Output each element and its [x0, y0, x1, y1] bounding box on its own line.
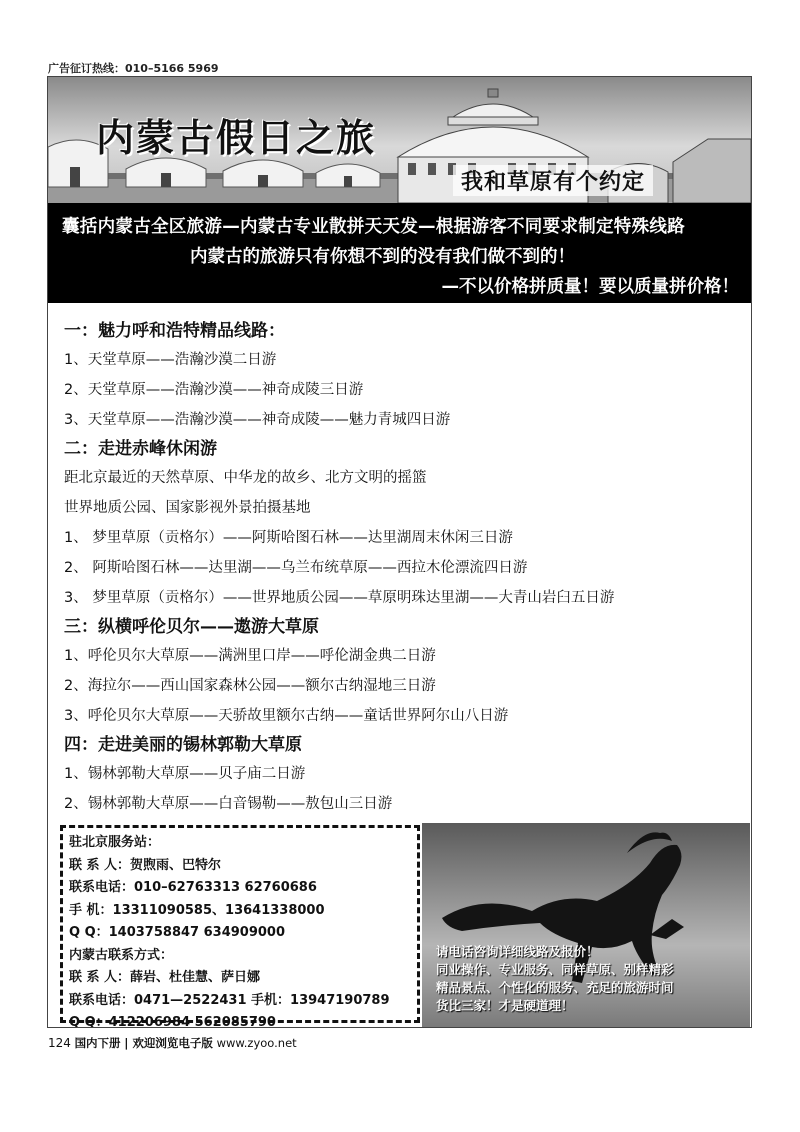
- route-item: 3、 梦里草原（贡格尔）——世界地质公园——草原明珠达里湖——大青山岩臼五日游: [64, 590, 615, 606]
- section-heading-2: 二：走进赤峰休闲游: [64, 439, 217, 459]
- contact-heading-beijing: 驻北京服务站：: [69, 835, 161, 850]
- promo-text: [436, 943, 748, 1015]
- slogan-line-3: —不以价格拼质量！要以质量拼价格！: [441, 277, 739, 297]
- route-item: 3、天堂草原——浩瀚沙漠——神奇成陵——魅力青城四日游: [64, 412, 451, 428]
- route-item: 2、海拉尔——西山国家森林公园——额尔古纳湿地三日游: [64, 678, 436, 694]
- volume-name: 国内下册: [74, 1036, 121, 1050]
- website-link[interactable]: www.zyoo.net: [216, 1036, 297, 1050]
- page-footer: 124 国内下册 | 欢迎浏览电子版 www.zyoo.net: [48, 1036, 297, 1050]
- contact-line: 手 机：13311090585、13641338000: [69, 902, 325, 918]
- route-item: 3、呼伦贝尔大草原——天骄故里额尔古纳——童话世界阿尔山八日游: [64, 708, 509, 724]
- slogan-line-2: 内蒙古的旅游只有你想不到的没有我们做不到的！: [190, 247, 575, 267]
- banner-title: 内蒙古假日之旅: [96, 115, 377, 160]
- contact-line: 联 系 人：贺煦雨、巴特尔: [69, 857, 222, 873]
- route-item: 2、锡林郭勒大草原——白音锡勒——敖包山三日游: [64, 796, 393, 812]
- route-item: 1、呼伦贝尔大草原——满洲里口岸——呼伦湖金典二日游: [64, 648, 436, 664]
- route-item: 1、 梦里草原（贡格尔）——阿斯哈图石林——达里湖周末休闲三日游: [64, 530, 513, 546]
- section-intro: 距北京最近的天然草原、中华龙的故乡、北方文明的摇篮: [64, 470, 427, 486]
- contact-heading-inner-mongolia: 内蒙古联系方式：: [69, 947, 174, 963]
- promo-line: 精品景点、个性化的服务、充足的旅游时间: [436, 980, 674, 995]
- section-heading-1: 一：魅力呼和浩特精品线路：: [64, 321, 285, 341]
- welcome-text: 欢迎浏览电子版: [132, 1036, 213, 1050]
- section-intro: 世界地质公园、国家影视外景拍摄基地: [64, 500, 311, 516]
- contact-line: Q Q：412206984 562085790: [69, 1015, 276, 1028]
- banner-subtitle: 我和草原有个约定: [453, 165, 653, 196]
- section-heading-4: 四：走进美丽的锡林郭勒大草原: [64, 735, 302, 755]
- contact-line: 联系电话：0471—2522431 手机：13947190789: [69, 992, 390, 1008]
- advert-frame: [47, 76, 752, 1028]
- contact-line: 联系电话：010–62763313 62760686: [69, 880, 317, 895]
- promo-line: 同业操作、专业服务、同样草原、别样精彩: [436, 962, 674, 977]
- banner: [48, 77, 751, 203]
- route-list: [64, 317, 744, 819]
- route-item: 2、 阿斯哈图石林——达里湖——乌兰布统草原——西拉木伦漂流四日游: [64, 560, 528, 576]
- route-item: 1、天堂草原——浩瀚沙漠二日游: [64, 352, 277, 368]
- promo-line: 请电话咨询详细线路及报价！: [436, 944, 599, 959]
- slogan-bar: [48, 203, 751, 303]
- horse-photo-panel: [422, 823, 750, 1027]
- slogan-line-1: 囊括内蒙古全区旅游—内蒙古专业散拼天天发—根据游客不同要求制定特殊线路: [62, 217, 685, 237]
- promo-line: 货比三家！才是硬道理！: [436, 998, 574, 1013]
- contact-line: Q Q：1403758847 634909000: [69, 925, 286, 940]
- contact-box: [60, 825, 420, 1028]
- page-number: 124: [48, 1036, 71, 1050]
- route-item: 2、天堂草原——浩瀚沙漠——神奇成陵三日游: [64, 382, 364, 398]
- ad-hotline: 广告征订热线：010–5166 5969: [48, 62, 219, 75]
- section-heading-3: 三：纵横呼伦贝尔——遨游大草原: [64, 617, 319, 637]
- route-item: 1、锡林郭勒大草原——贝子庙二日游: [64, 766, 306, 782]
- contact-line: 联 系 人：薛岩、杜佳慧、萨日娜: [69, 970, 261, 985]
